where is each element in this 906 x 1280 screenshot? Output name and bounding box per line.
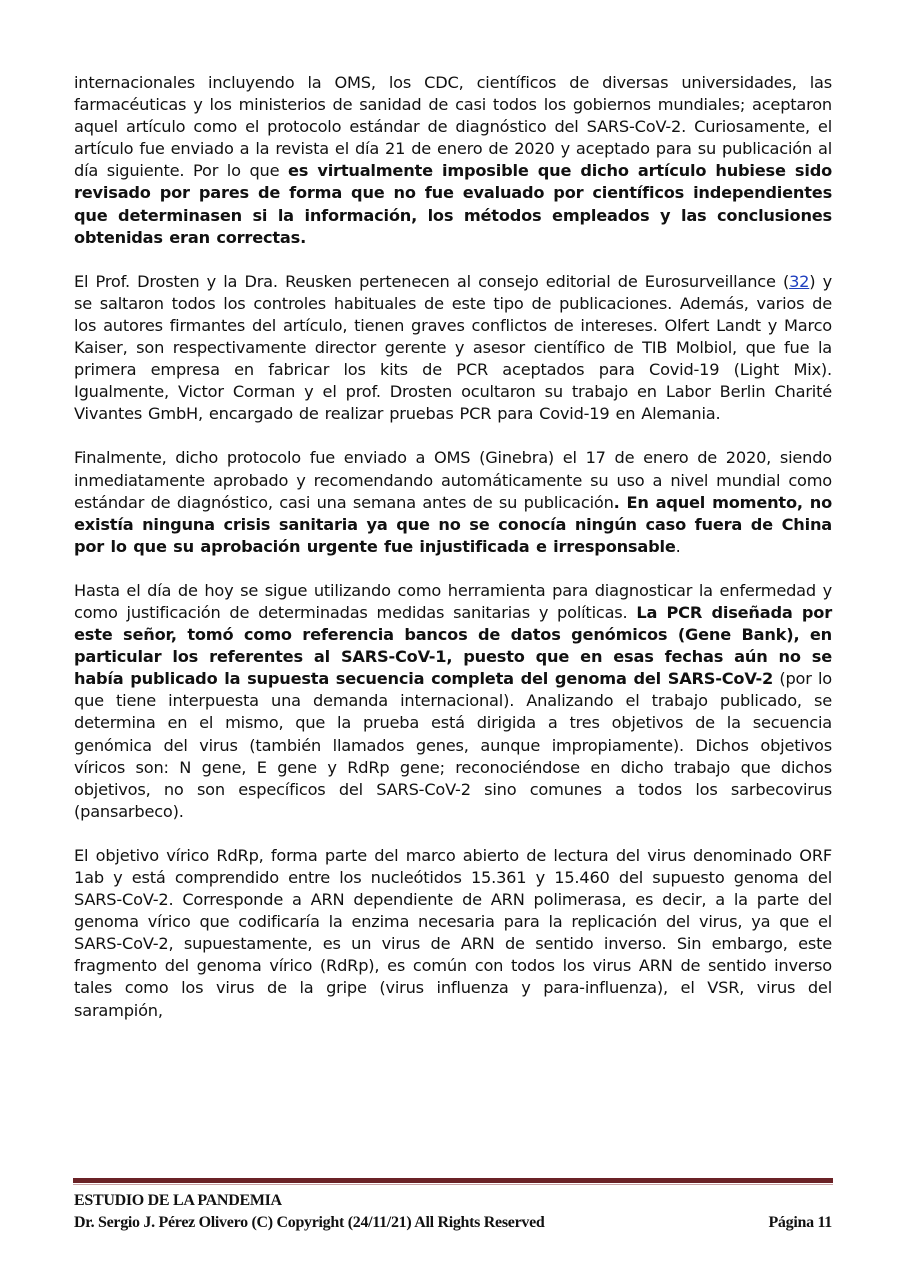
reference-link-32[interactable]: 32 [789,271,810,291]
footer-rule-thin [73,1184,833,1185]
paragraph-2 [74,271,832,426]
paragraph-1 [74,72,832,249]
document-body [74,72,832,1044]
page-footer [74,1190,832,1234]
footer-rule [73,1178,833,1185]
paragraph-2-text-before: El Prof. Drosten y la Dra. Reusken pertenecen al consejo editorial de Eurosurveillance ( [74,271,790,291]
paragraph-3-end: . [675,536,681,556]
paragraph-1-bold-text: es virtualmente imposible que dicho artículo hubiese sido revisado por pares de forma que no fue evaluado por científicos independientes que determinasen si la información, los métodos empleados y las conclusiones obtenidas eran correctas. [74,161,833,247]
footer-title: ESTUDIO DE LA PANDEMIA [74,1192,282,1209]
footer-copyright: Dr. Sergio J. Pérez Olivero (C) Copyright (24/11/21) All Rights Reserved [74,1214,545,1231]
paragraph-1-text: internacionales incluyendo la OMS, los CDC, científicos de diversas universidades, las farmacéuticas y los ministerios de sanidad de casi todos los gobiernos mundiales; aceptaron aquel artículo como el protocolo estándar de diagnóstico del SARS-CoV-2. Curiosamente, el artículo fue enviado a la revista el día 21 de enero de 2020 y aceptado para su publicación al día siguiente. Por lo que [74,73,832,181]
paragraph-3-text: Finalmente, dicho protocolo fue enviado a OMS (Ginebra) el 17 de enero de 2020, siendo inmediatamente aprobado y recomendando automáticamente su uso a nivel mundial como estándar de diagnóstico, casi una semana antes de su publicación [74,448,832,512]
paragraph-4 [74,580,832,823]
footer-rule-thick [73,1178,833,1183]
paragraph-3 [74,447,832,557]
paragraph-5 [74,845,832,1022]
paragraph-5-text: El objetivo vírico RdRp, forma parte del marco abierto de lectura del virus denominado ORF 1ab y está comprendido entre los nucleótidos 15.361 y 15.460 del supuesto genoma del SARS-CoV-2. Corresponde a ARN dependiente de ARN polimerasa, es decir, a la parte del genoma vírico que codificaría la enzima necesaria para la replicación del virus, ya que el SARS-CoV-2, supuestamente, es un virus de ARN de sentido inverso. Sin embargo, este fragmento del genoma vírico (RdRp), es común con todos los virus ARN de sentido inverso tales como los virus de la gripe (virus influenza y para-influenza), el VSR, virus del sarampión, [74,845,832,1020]
paragraph-4-bold-text: La PCR diseñada por este señor, tomó como referencia bancos de datos genómicos (Gene Bank), en particular los referentes al SARS-CoV-1, puesto que en esas fechas aún no se había publicado la supuesta secuencia completa del genoma del SARS-CoV-2 [74,602,832,689]
paragraph-2-text-after: ) y se saltaron todos los controles habituales de este tipo de publicaciones. Además, varios de los autores firmantes del artículo, tienen graves conflictos de intereses. Olfert Landt y Marco Kaiser, son respectivamente director gerente y asesor científico de TIB Molbiol, que fue la primera empresa en fabricar los kits de PCR aceptados para Covid-19 (Light Mix). Igualmente, Victor Corman y el prof. Drosten ocultaron su trabajo en Labor Berlin Charité Vivantes GmbH, encargado de realizar pruebas PCR para Covid-19 en Alemania. [74,271,832,424]
page-number: Página 11 [768,1214,832,1231]
paragraph-3-bold-text: . En aquel momento, no existía ninguna crisis sanitaria ya que no se conocía ningún caso fuera de China por lo que su aprobación urgente fue injustificada e irresponsable [74,492,832,556]
paragraph-4-text: Hasta el día de hoy se sigue utilizando como herramienta para diagnosticar la enfermedad y como justificación de determinadas medidas sanitarias y políticas. [74,580,832,622]
footer-row [74,1212,832,1234]
paragraph-4-end: (por lo que tiene interpuesta una demanda internacional). Analizando el trabajo publicado, se determina en el mismo, que la prueba está dirigida a tres objetivos de la secuencia genómica del virus (también llamados genes, aunque impropiamente). Dichos objetivos víricos son: N gene, E gene y RdRp gene; reconociéndose en dicho trabajo que dichos objetivos, no son específicos del SARS-CoV-2 sino comunes a todos los sarbecovirus (pansarbeco). [74,669,832,821]
